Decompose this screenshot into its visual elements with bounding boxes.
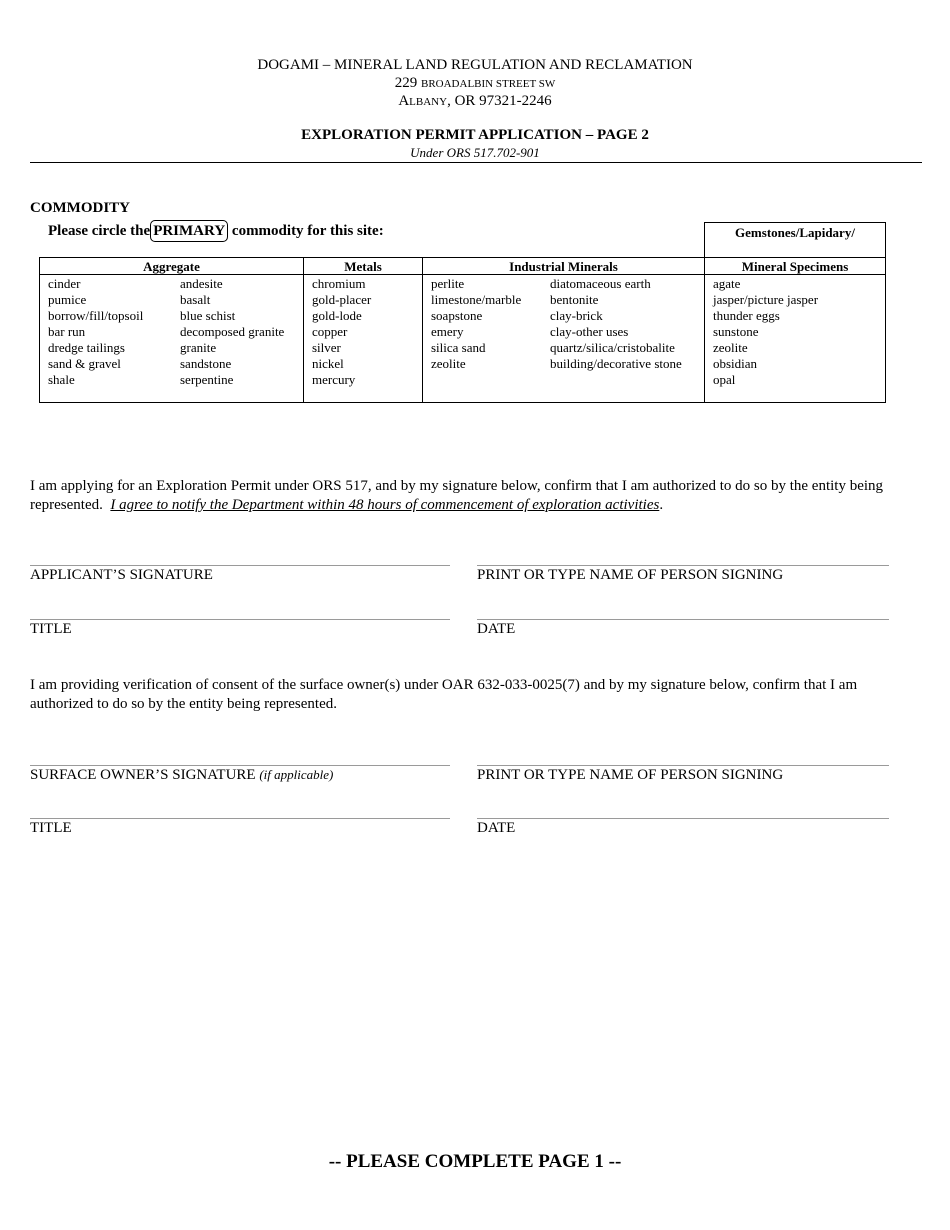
city-initial: A xyxy=(398,93,410,109)
commodity-option[interactable]: basalt xyxy=(180,292,211,307)
commodity-option[interactable]: dredge tailings xyxy=(48,340,125,355)
aggregate-column-2 xyxy=(180,276,284,388)
commodity-option[interactable]: zeolite xyxy=(713,340,748,355)
applicant-date-label: DATE xyxy=(477,621,516,637)
commodity-instruction xyxy=(48,223,384,240)
surface-owner-date-label: DATE xyxy=(477,820,516,836)
commodity-option[interactable]: limestone/marble xyxy=(431,292,522,307)
commodity-option[interactable]: sunstone xyxy=(713,324,759,339)
signature-note: (if applicable) xyxy=(259,767,334,782)
gemstones-header-line1: Gemstones/Lapidary/ xyxy=(735,225,855,240)
commodity-option[interactable]: soapstone xyxy=(431,308,483,323)
commodity-option[interactable]: chromium xyxy=(312,276,366,291)
commodity-option[interactable]: decomposed granite xyxy=(180,324,285,339)
industrial-minerals-header: Industrial Minerals xyxy=(509,259,618,274)
commodity-option[interactable]: obsidian xyxy=(713,356,758,371)
commodity-option[interactable]: quartz/silica/cristobalite xyxy=(550,340,675,355)
commodity-option[interactable]: silver xyxy=(312,340,341,355)
commodity-option[interactable]: bentonite xyxy=(550,292,599,307)
commodity-option[interactable]: silica sand xyxy=(431,340,486,355)
metals-header: Metals xyxy=(344,259,382,274)
surface-owner-date-line[interactable] xyxy=(477,818,889,819)
footer-notice: -- PLEASE COMPLETE PAGE 1 -- xyxy=(328,1151,622,1172)
surface-owner-print-name-line[interactable] xyxy=(477,765,889,766)
surface-owner-title-line[interactable] xyxy=(30,818,450,819)
metals-industrial-divider xyxy=(422,257,423,403)
state-zip: , OR 97321-2246 xyxy=(447,93,552,109)
commodity-option[interactable]: clay-brick xyxy=(550,308,603,323)
aggregate-column-1 xyxy=(48,276,143,388)
header-divider xyxy=(30,162,922,163)
commodity-option[interactable]: sandstone xyxy=(180,356,232,371)
commodity-option[interactable]: diatomaceous earth xyxy=(550,276,651,291)
surface-owner-signature-line[interactable] xyxy=(30,765,450,766)
gemstones-left-border xyxy=(704,222,705,403)
surface-owner-statement: I am providing verification of consent of the surface owner(s) under OAR 632-033-0025(7) and by my signature below, confirm that I am authorized to do so by the entity being represented. xyxy=(30,677,858,712)
commodity-option[interactable]: building/decorative stone xyxy=(550,356,682,371)
commodity-option[interactable]: agate xyxy=(713,276,741,291)
statement-period: . xyxy=(659,497,664,513)
commodity-option[interactable]: gold-lode xyxy=(312,308,362,323)
applicant-signature-label: APPLICANT’S SIGNATURE xyxy=(30,567,213,583)
industrial-column-1 xyxy=(431,276,521,372)
commodity-option[interactable]: emery xyxy=(431,324,464,339)
commodity-option[interactable]: mercury xyxy=(312,372,356,387)
form-subtitle: Under ORS 517.702-901 xyxy=(410,145,540,160)
gemstones-box-top xyxy=(704,222,886,223)
applicant-title-line[interactable] xyxy=(30,619,450,620)
gemstones-column xyxy=(713,276,818,388)
applicant-date-line[interactable] xyxy=(477,619,889,620)
table-bottom-border xyxy=(39,402,886,403)
commodity-option[interactable]: zeolite xyxy=(431,356,466,371)
gemstones-header-line2: Mineral Specimens xyxy=(741,259,849,274)
commodity-option[interactable]: andesite xyxy=(180,276,223,291)
commodity-option[interactable]: bar run xyxy=(48,324,86,339)
commodity-option[interactable]: shale xyxy=(48,372,75,387)
commodity-option[interactable]: blue schist xyxy=(180,308,236,323)
table-right-border xyxy=(885,222,886,403)
agency-name: DOGAMI – MINERAL LAND REGULATION AND RECLAMATION xyxy=(257,57,693,73)
applicant-statement xyxy=(30,477,910,515)
commodity-option[interactable]: thunder eggs xyxy=(713,308,780,323)
surface-owner-title-label: TITLE xyxy=(30,820,72,836)
city-rest: LBANY xyxy=(409,96,448,108)
surface-owner-print-name-label: PRINT OR TYPE NAME OF PERSON SIGNING xyxy=(477,767,784,783)
instruction-post: commodity for this site: xyxy=(231,223,384,239)
commodity-option[interactable]: sand & gravel xyxy=(48,356,121,371)
applicant-title-label: TITLE xyxy=(30,621,72,637)
commodity-option[interactable]: pumice xyxy=(48,292,87,307)
commodity-option[interactable]: jasper/picture jasper xyxy=(713,292,819,307)
commodity-option[interactable]: cinder xyxy=(48,276,81,291)
applicant-print-name-line[interactable] xyxy=(477,565,889,566)
address-number: 229 xyxy=(394,75,418,91)
primary-highlight: PRIMARY xyxy=(150,220,228,242)
aggregate-metals-divider xyxy=(303,257,304,403)
form-title: EXPLORATION PERMIT APPLICATION – PAGE 2 xyxy=(301,127,649,143)
commodity-option[interactable]: granite xyxy=(180,340,217,355)
applicant-signature-line[interactable] xyxy=(30,565,450,566)
commodity-heading: COMMODITY xyxy=(30,200,130,216)
agency-city xyxy=(0,92,950,111)
industrial-column-2 xyxy=(550,276,682,372)
commodity-option[interactable]: copper xyxy=(312,324,348,339)
applicant-print-name-label: PRINT OR TYPE NAME OF PERSON SIGNING xyxy=(477,567,784,583)
notification-agreement: I agree to notify the Department within 48 hours of commencement of exploration activities xyxy=(110,497,660,513)
address-street: BROADALBIN STREET SW xyxy=(421,78,556,90)
commodity-option[interactable]: borrow/fill/topsoil xyxy=(48,308,144,323)
commodity-option[interactable]: opal xyxy=(713,372,736,387)
table-top-border xyxy=(39,257,886,258)
signature-label-text: SURFACE OWNER’S SIGNATURE xyxy=(30,767,256,783)
commodity-option[interactable]: serpentine xyxy=(180,372,234,387)
instruction-pre: Please circle the xyxy=(48,223,151,239)
surface-owner-signature-label xyxy=(30,767,333,784)
commodity-option[interactable]: nickel xyxy=(312,356,344,371)
commodity-option[interactable]: gold-placer xyxy=(312,292,372,307)
commodity-option[interactable]: perlite xyxy=(431,276,465,291)
aggregate-header: Aggregate xyxy=(143,259,200,274)
agency-address xyxy=(0,74,950,93)
table-left-border xyxy=(39,257,40,403)
statement-text: I am applying for an Exploration Permit under ORS 517, and by my signature below, confirm that I am authorized to do so by the entity being represented. xyxy=(30,478,884,513)
commodity-option[interactable]: clay-other uses xyxy=(550,324,629,339)
metals-column xyxy=(312,276,371,388)
